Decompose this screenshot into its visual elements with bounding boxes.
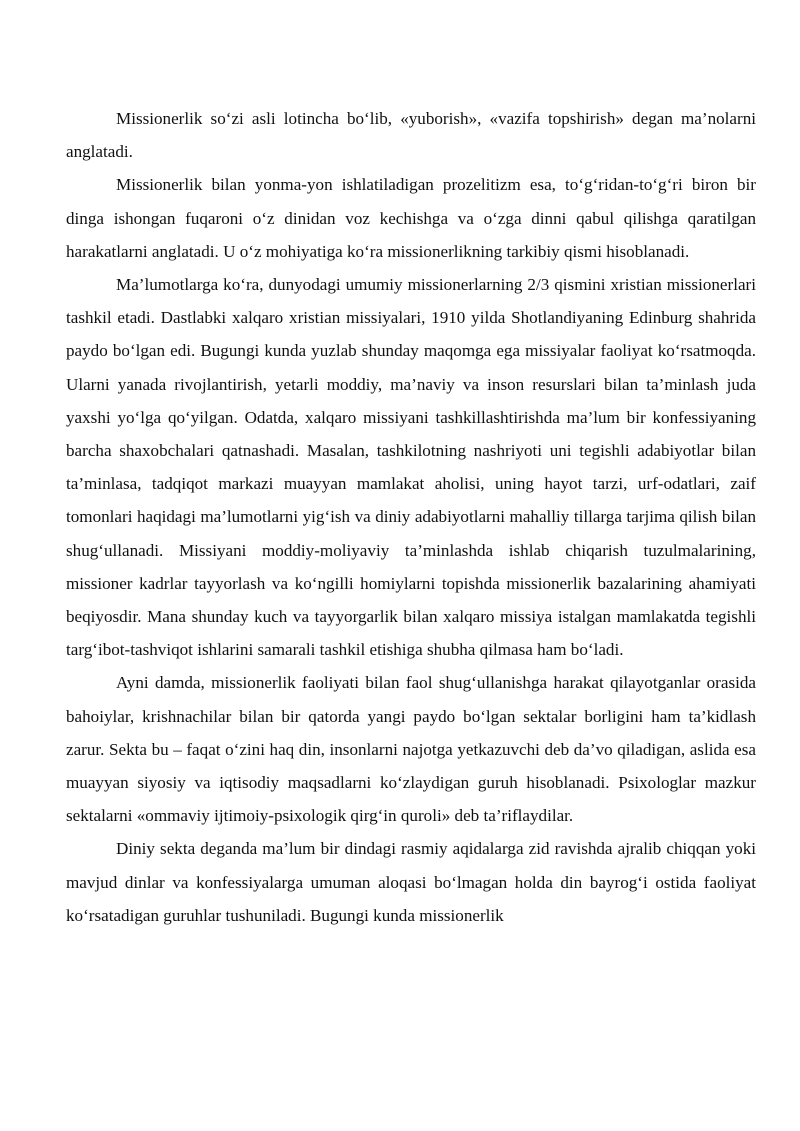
document-page: [66, 102, 756, 932]
paragraph-diniy-sekta: Diniy sekta deganda ma’lum bir dindagi rasmiy aqidalarga zid ravishda ajralib chiqqan yoki mavjud dinlar va konfessiyalarga umuman aloqasi bo‘lmagan holda din bayrog‘i ostida faoliyat ko‘rsatadigan guruhlar tushuniladi. Bugungi kunda missionerlik: [66, 839, 756, 925]
paragraph-sektalar: Ayni damda, missionerlik faoliyati bilan faol shug‘ullanishga harakat qilayotganlar orasida bahoiylar, krishnachilar bilan bir qatorda yangi paydo bo‘lgan sektalar borligini ham ta’kidlash zarur. Sekta bu – faqat o‘zini haq din, insonlarni najotga yetkazuvchi deb da’vo qiladigan, aslida esa muayyan siyosiy va iqtisodiy maqsadlarni ko‘zlaydigan guruh hisoblanadi. Psixologlar mazkur sektalarni «ommaviy ijtimoiy-psixologik qirg‘in quroli» deb ta’riflaydilar.: [66, 673, 756, 826]
paragraph-prozelitizm: Missionerlik bilan yonma-yon ishlatiladigan prozelitizm esa, to‘g‘ridan-to‘g‘ri biron bir dinga ishongan fuqaroni o‘z dinidan voz kechishga va o‘zga dinni qabul qilishga qaratilgan harakatlarni anglatadi. U o‘z mohiyatiga ko‘ra missionerlikning tarkibiy qismi hisoblanadi.: [66, 175, 756, 261]
paragraph-xristian-missiyalari: Ma’lumotlarga ko‘ra, dunyodagi umumiy missionerlarning 2/3 qismini xristian missionerlari tashkil etadi. Dastlabki xalqaro xristian missiyalari, 1910 yilda Shotlandiyaning Edinburg shahrida paydo bo‘lgan edi. Bugungi kunda yuzlab shunday maqomga ega missiyalar faoliyat ko‘rsatmoqda. Ularni yanada rivojlantirish, yetarli moddiy, ma’naviy va inson resurslari bilan ta’minlash juda yaxshi yo‘lga qo‘yilgan. Odatda, xalqaro missiyani tashkillashtirishda ma’lum bir konfessiyaning barcha shaxobchalari qatnashadi. Masalan, tashkilotning nashriyoti uni tegishli adabiyotlar bilan ta’minlasa, tadqiqot markazi muayyan mamlakat aholisi, uning hayot tarzi, urf-odatlari, zaif tomonlari haqidagi ma’lumotlarni yig‘ish va diniy adabiyotlarni mahalliy tillarga tarjima qilish bilan shug‘ullanadi. Missiyani moddiy-moliyaviy ta’minlashda ishlab chiqarish tuzulmalarining, missioner kadrlar tayyorlash va ko‘ngilli homiylarni topishda missionerlik bazalarining ahamiyati beqiyosdir. Mana shunday kuch va tayyorgarlik bilan xalqaro missiya istalgan mamlakatda tegishli targ‘ibot-tashviqot ishlarini samarali tashkil etishiga shubha qilmasa ham bo‘ladi.: [66, 275, 756, 660]
paragraph-missionerlik-definition: Missionerlik so‘zi asli lotincha bo‘lib, «yuborish», «vazifa topshirish» degan ma’nolarni anglatadi.: [66, 109, 756, 162]
